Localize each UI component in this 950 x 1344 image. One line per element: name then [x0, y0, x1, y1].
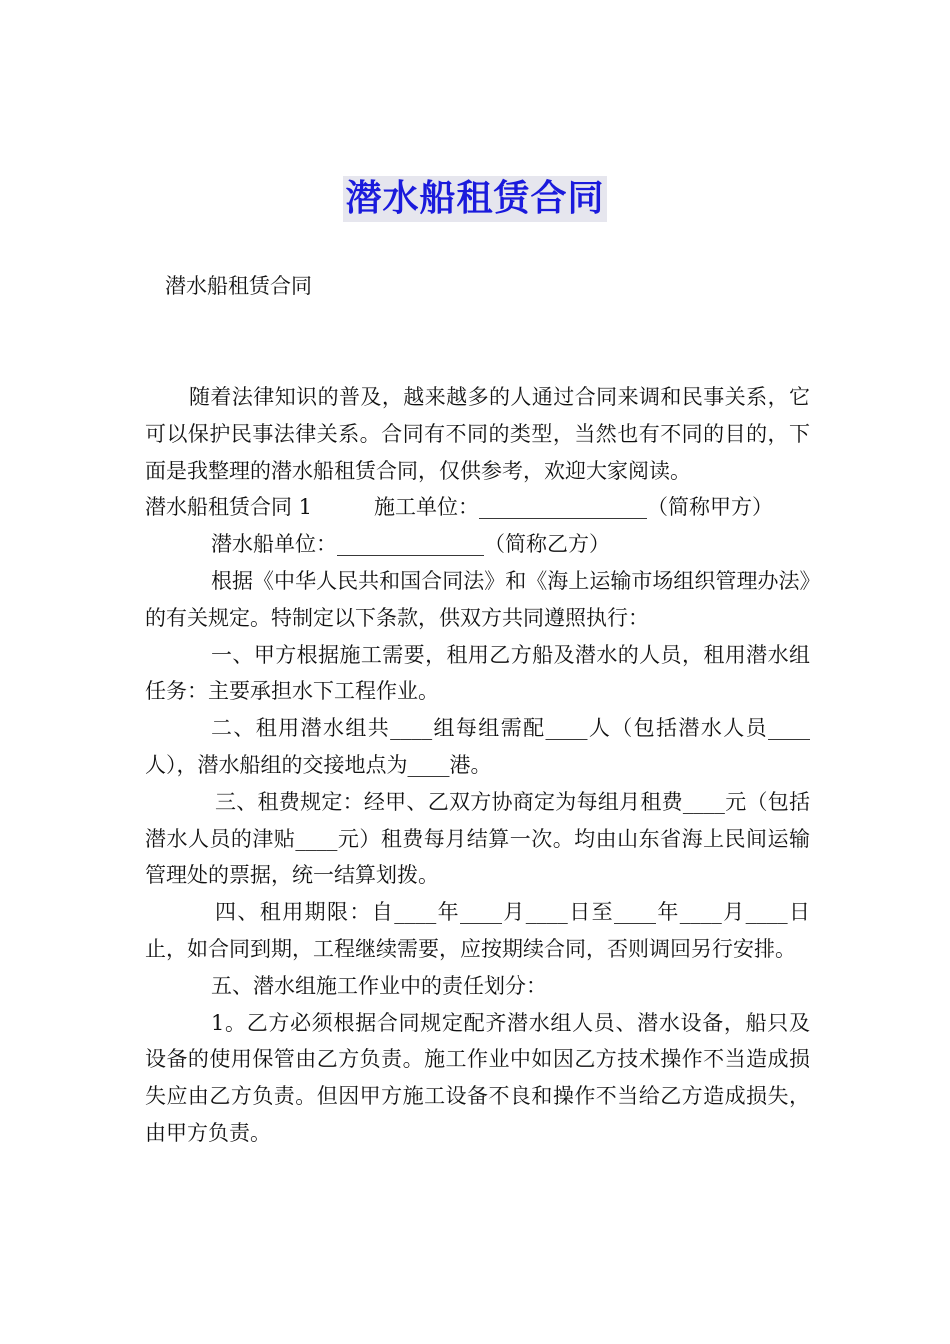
- clause-2: 二、租用潜水组共____组每组需配____人（包括潜水人员____人），潜水船组的交接地点为____港。: [145, 716, 810, 777]
- section-label: 潜水船租赁合同 1: [145, 495, 313, 520]
- party-a-line: [145, 489, 810, 526]
- clause-5: 五、潜水组施工作业中的责任划分：: [211, 973, 547, 998]
- clause-1: 一、甲方根据施工需要，租用乙方船及潜水的人员，租用潜水组任务：主要承担水下工程作业。: [145, 642, 810, 704]
- party-a-text: 施工单位：________________（简称甲方）: [374, 495, 774, 520]
- legal-basis-paragraph: 根据《中华人民共和国合同法》和《海上运输市场组织管理办法》的有关规定。特制定以下条款，供双方共同遵照执行：: [145, 568, 810, 630]
- party-b-line: 潜水船单位：______________（简称乙方）: [211, 532, 610, 557]
- document-title: 潜水船租赁合同: [343, 176, 606, 222]
- clause-4: 四、租用期限：自____年____月____日至____年____月____日止，如合同到期，工程继续需要，应按期续合同，否则调回另行安排。: [145, 900, 810, 961]
- title-container: [0, 176, 950, 222]
- document-subtitle: 潜水船租赁合同: [165, 274, 312, 298]
- clause-5-1: 1。乙方必须根据合同规定配齐潜水组人员、潜水设备，船只及设备的使用保管由乙方负责。施工作业中如因乙方技术操作不当造成损失应由乙方负责。但因甲方施工设备不良和操作不当给乙方造成损失，由甲方负责。: [145, 1010, 810, 1145]
- intro-paragraph: 随着法律知识的普及，越来越多的人通过合同来调和民事关系，它可以保护民事法律关系。合同有不同的类型，当然也有不同的目的，下面是我整理的潜水船租赁合同，仅供参考，欢迎大家阅读。: [145, 385, 810, 483]
- clause-3: 三、租费规定：经甲、乙双方协商定为每组月租费____元（包括潜水人员的津贴____元）租费每月结算一次。均由山东省海上民间运输管理处的票据，统一结算划拨。: [145, 789, 810, 888]
- document-body: [145, 379, 810, 1152]
